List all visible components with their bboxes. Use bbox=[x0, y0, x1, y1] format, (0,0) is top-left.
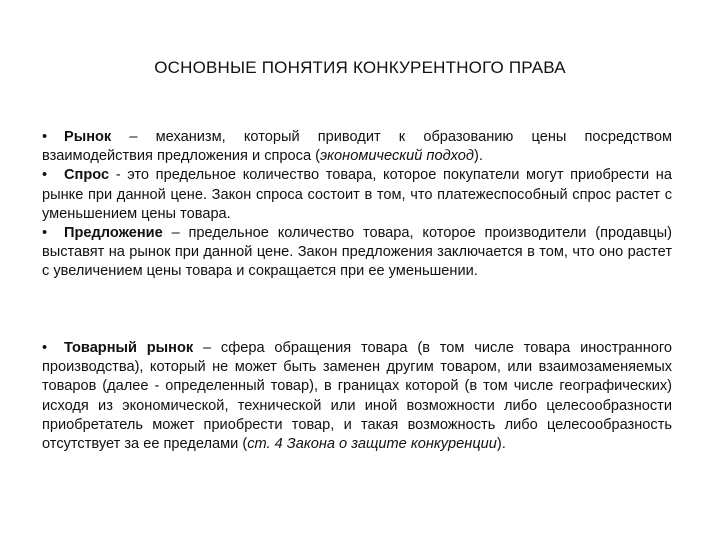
commodity-market-block bbox=[42, 339, 672, 454]
term-commodity-market: Товарный рынок bbox=[64, 340, 194, 356]
bullet-icon: • bbox=[42, 129, 48, 145]
paragraph-commodity-market bbox=[42, 339, 672, 454]
term-market: Рынок bbox=[64, 129, 112, 145]
bullet-icon: • bbox=[42, 167, 48, 184]
definitions-block bbox=[42, 128, 672, 282]
term-demand: Спрос bbox=[64, 167, 110, 184]
law-reference: ст. 4 Закона о защите конкуренции bbox=[247, 436, 497, 453]
bullet-icon: • bbox=[42, 225, 48, 242]
paragraph-text: - это предельное количество товара, которое покупатели могут приобрести на рынке при данной цене. Закон спроса состоит в том, что платежеспособный спрос растет с уменьшением цены товара. bbox=[42, 167, 672, 222]
paragraph-emphasis: экономический подход bbox=[319, 148, 474, 165]
slide-title: ОСНОВНЫЕ ПОНЯТИЯ КОНКУРЕНТНОГО ПРАВА bbox=[154, 58, 566, 77]
paragraph-demand bbox=[42, 166, 672, 224]
bullet-icon: • bbox=[42, 340, 48, 356]
paragraph-market bbox=[42, 128, 672, 166]
paragraph-text-end: ). bbox=[496, 436, 506, 453]
paragraph-text-end: ). bbox=[473, 148, 483, 165]
paragraph-supply bbox=[42, 224, 672, 282]
paragraph-text: – механизм, который приводит к образованию цены посредством взаимодействия предложения и спроса ( bbox=[42, 129, 672, 165]
term-supply: Предложение bbox=[64, 225, 163, 242]
paragraph-text: – предельное количество товара, которое производители (продавцы) выставят на рынок при данной цене. Закон предложения заключается в том, что оно растет с увеличением цены товара и сокращается при ее уменьшении. bbox=[42, 225, 672, 280]
paragraph-text: – сфера обращения товара (в том числе товара иностранного производства), который не может быть заменен другим товаром, или взаимозаменяемых товаров (далее - определенный товар), в границах которой (в том числе географических) исходя из экономической, технической или иной возможности либо целесообразности приобретатель может приобрести товар, и такая возможность либо целесообразность отсутствует за ее пределами ( bbox=[42, 340, 672, 453]
